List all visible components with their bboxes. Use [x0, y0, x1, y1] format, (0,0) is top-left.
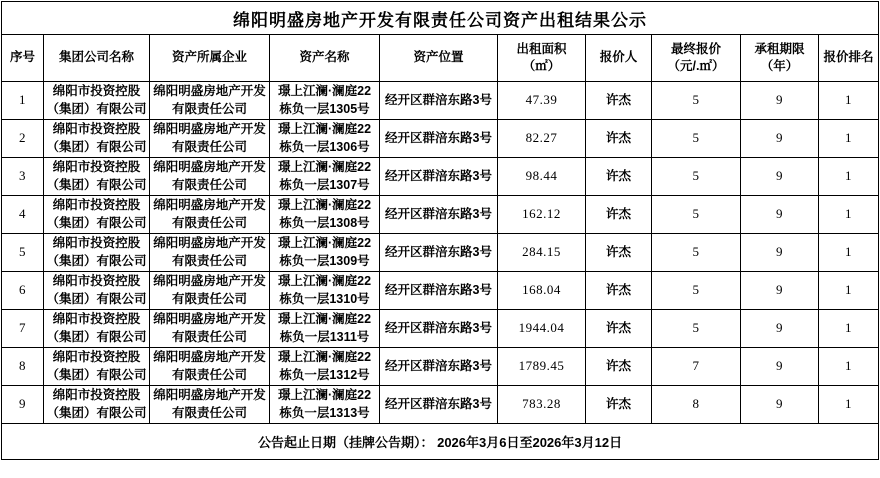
- col-header-area: [498, 35, 586, 82]
- cell-index: 4: [2, 196, 44, 234]
- cell-asset-name: 璟上江澜·澜庭22栋负一层1309号: [270, 234, 380, 272]
- cell-asset-location: 经开区群涪东路3号: [380, 120, 498, 158]
- cell-final-price: 5: [652, 82, 741, 120]
- col-header-rank: [819, 35, 879, 82]
- col-header-bidder-label: 报价人: [599, 50, 638, 65]
- table-row: [2, 272, 879, 310]
- cell-index: 7: [2, 310, 44, 348]
- cell-group-company: 绵阳市投资控股（集团）有限公司: [44, 82, 150, 120]
- cell-index: 2: [2, 120, 44, 158]
- cell-owner-company: 绵阳明盛房地产开发有限责任公司: [150, 234, 270, 272]
- cell-bidder: 许杰: [586, 158, 652, 196]
- cell-asset-name: 璟上江澜·澜庭22栋负一层1306号: [270, 120, 380, 158]
- cell-asset-location: 经开区群涪东路3号: [380, 196, 498, 234]
- cell-asset-location: 经开区群涪东路3号: [380, 158, 498, 196]
- cell-area: 162.12: [498, 196, 586, 234]
- cell-rank: 1: [819, 158, 879, 196]
- cell-lease-term: 9: [741, 272, 819, 310]
- cell-lease-term: 9: [741, 158, 819, 196]
- cell-asset-name: 璟上江澜·澜庭22栋负一层1307号: [270, 158, 380, 196]
- cell-asset-location: 经开区群涪东路3号: [380, 310, 498, 348]
- cell-bidder: 许杰: [586, 310, 652, 348]
- cell-owner-company: 绵阳明盛房地产开发有限责任公司: [150, 158, 270, 196]
- col-header-final-price-unit: （元/.㎡）: [667, 59, 725, 73]
- cell-asset-location: 经开区群涪东路3号: [380, 82, 498, 120]
- col-header-group-company-label: 集团公司名称: [58, 50, 134, 65]
- cell-group-company: 绵阳市投资控股（集团）有限公司: [44, 310, 150, 348]
- cell-index: 6: [2, 272, 44, 310]
- col-header-owner-company-label: 资产所属企业: [171, 50, 247, 65]
- cell-asset-location: 经开区群涪东路3号: [380, 348, 498, 386]
- cell-lease-term: 9: [741, 120, 819, 158]
- col-header-area-unit: （㎡）: [522, 59, 561, 73]
- cell-lease-term: 9: [741, 234, 819, 272]
- col-header-group-company: [44, 35, 150, 82]
- table-row: [2, 348, 879, 386]
- cell-area: 168.04: [498, 272, 586, 310]
- cell-asset-location: 经开区群涪东路3号: [380, 272, 498, 310]
- cell-group-company: 绵阳市投资控股（集团）有限公司: [44, 348, 150, 386]
- table-row: [2, 82, 879, 120]
- announcement-period: 公告起止日期（挂牌公告期）： 2026年3月6日至2026年3月12日: [2, 424, 879, 460]
- col-header-asset-location-label: 资产位置: [413, 50, 464, 65]
- cell-owner-company: 绵阳明盛房地产开发有限责任公司: [150, 348, 270, 386]
- cell-group-company: 绵阳市投资控股（集团）有限公司: [44, 386, 150, 424]
- cell-final-price: 7: [652, 348, 741, 386]
- cell-area: 98.44: [498, 158, 586, 196]
- cell-area: 1789.45: [498, 348, 586, 386]
- cell-lease-term: 9: [741, 310, 819, 348]
- cell-bidder: 许杰: [586, 120, 652, 158]
- cell-group-company: 绵阳市投资控股（集团）有限公司: [44, 272, 150, 310]
- cell-bidder: 许杰: [586, 234, 652, 272]
- cell-index: 5: [2, 234, 44, 272]
- cell-rank: 1: [819, 272, 879, 310]
- table-row: [2, 234, 879, 272]
- col-header-final-price: [652, 35, 741, 82]
- cell-owner-company: 绵阳明盛房地产开发有限责任公司: [150, 120, 270, 158]
- cell-owner-company: 绵阳明盛房地产开发有限责任公司: [150, 386, 270, 424]
- cell-asset-name: 璟上江澜·澜庭22栋负一层1311号: [270, 310, 380, 348]
- cell-rank: 1: [819, 310, 879, 348]
- cell-final-price: 5: [652, 158, 741, 196]
- col-header-asset-location: [380, 35, 498, 82]
- cell-group-company: 绵阳市投资控股（集团）有限公司: [44, 196, 150, 234]
- col-header-lease-term: [741, 35, 819, 82]
- title-row: [2, 2, 879, 35]
- cell-asset-name: 璟上江澜·澜庭22栋负一层1312号: [270, 348, 380, 386]
- cell-bidder: 许杰: [586, 348, 652, 386]
- cell-group-company: 绵阳市投资控股（集团）有限公司: [44, 158, 150, 196]
- cell-area: 1944.04: [498, 310, 586, 348]
- cell-final-price: 5: [652, 196, 741, 234]
- cell-rank: 1: [819, 348, 879, 386]
- cell-final-price: 5: [652, 120, 741, 158]
- cell-lease-term: 9: [741, 196, 819, 234]
- cell-bidder: 许杰: [586, 272, 652, 310]
- cell-final-price: 5: [652, 272, 741, 310]
- col-header-index-label: 序号: [9, 50, 35, 65]
- cell-lease-term: 9: [741, 386, 819, 424]
- cell-rank: 1: [819, 120, 879, 158]
- col-header-bidder: [586, 35, 652, 82]
- cell-lease-term: 9: [741, 82, 819, 120]
- cell-lease-term: 9: [741, 348, 819, 386]
- cell-index: 1: [2, 82, 44, 120]
- cell-owner-company: 绵阳明盛房地产开发有限责任公司: [150, 196, 270, 234]
- cell-owner-company: 绵阳明盛房地产开发有限责任公司: [150, 82, 270, 120]
- col-header-asset-name-label: 资产名称: [299, 50, 350, 65]
- cell-group-company: 绵阳市投资控股（集团）有限公司: [44, 120, 150, 158]
- col-header-area-label: 出租面积: [516, 41, 567, 56]
- footer-row: [2, 424, 879, 460]
- rental-results-table: [1, 1, 879, 460]
- cell-final-price: 5: [652, 310, 741, 348]
- cell-bidder: 许杰: [586, 82, 652, 120]
- cell-rank: 1: [819, 82, 879, 120]
- cell-index: 9: [2, 386, 44, 424]
- table-row: [2, 120, 879, 158]
- cell-area: 82.27: [498, 120, 586, 158]
- cell-asset-name: 璟上江澜·澜庭22栋负一层1310号: [270, 272, 380, 310]
- cell-rank: 1: [819, 386, 879, 424]
- cell-owner-company: 绵阳明盛房地产开发有限责任公司: [150, 310, 270, 348]
- cell-bidder: 许杰: [586, 196, 652, 234]
- col-header-rank-label: 报价排名: [823, 50, 874, 65]
- cell-rank: 1: [819, 196, 879, 234]
- cell-bidder: 许杰: [586, 386, 652, 424]
- cell-final-price: 8: [652, 386, 741, 424]
- cell-group-company: 绵阳市投资控股（集团）有限公司: [44, 234, 150, 272]
- cell-asset-name: 璟上江澜·澜庭22栋负一层1308号: [270, 196, 380, 234]
- cell-asset-name: 璟上江澜·澜庭22栋负一层1305号: [270, 82, 380, 120]
- col-header-lease-term-label: 承租期限: [754, 41, 805, 56]
- col-header-index: [2, 35, 44, 82]
- page-title: 绵阳明盛房地产开发有限责任公司资产出租结果公示: [2, 2, 879, 35]
- cell-final-price: 5: [652, 234, 741, 272]
- col-header-final-price-label: 最终报价: [670, 41, 721, 56]
- cell-area: 783.28: [498, 386, 586, 424]
- col-header-asset-name: [270, 35, 380, 82]
- cell-asset-location: 经开区群涪东路3号: [380, 234, 498, 272]
- cell-area: 47.39: [498, 82, 586, 120]
- col-header-lease-term-unit: （年）: [760, 59, 799, 73]
- table-row: [2, 310, 879, 348]
- cell-index: 8: [2, 348, 44, 386]
- table-row: [2, 196, 879, 234]
- column-header-row: [2, 35, 879, 82]
- col-header-owner-company: [150, 35, 270, 82]
- table-row: [2, 386, 879, 424]
- table-row: [2, 158, 879, 196]
- cell-rank: 1: [819, 234, 879, 272]
- cell-index: 3: [2, 158, 44, 196]
- cell-area: 284.15: [498, 234, 586, 272]
- cell-owner-company: 绵阳明盛房地产开发有限责任公司: [150, 272, 270, 310]
- cell-asset-location: 经开区群涪东路3号: [380, 386, 498, 424]
- cell-asset-name: 璟上江澜·澜庭22栋负一层1313号: [270, 386, 380, 424]
